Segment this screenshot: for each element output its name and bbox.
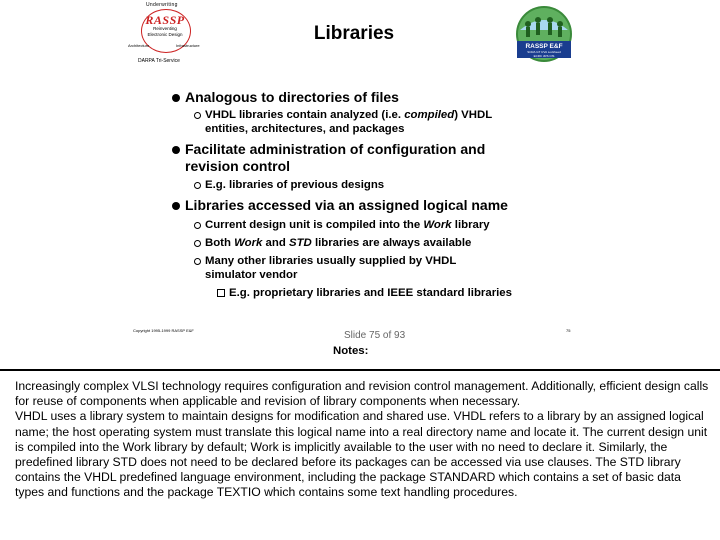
- bullet-ring: [194, 112, 201, 119]
- bullet-1-sub-1: [205, 108, 535, 136]
- bullet-square: [217, 289, 225, 297]
- bullet-ring: [194, 258, 201, 265]
- text-run: libraries are always available: [311, 237, 472, 249]
- logo-rassp-text: RASSP: [145, 13, 185, 27]
- logo-top-text: Underwriting: [146, 2, 178, 8]
- page-number: 75: [566, 328, 571, 333]
- copyright-text: Copyright 1995-1999 RASSP E&F: [133, 328, 194, 333]
- logo-subtitle: Reinventing Electronic Design: [147, 26, 183, 37]
- text-run-italic: Work: [423, 219, 452, 231]
- bullet-3-sub-2: [205, 236, 535, 250]
- notes-paragraph-1: Increasingly complex VLSI technology requires configuration and revision control management. Additionally, efficient design calls for reuse of components when applicable and revision of library components when necessary.: [15, 379, 709, 409]
- bullet-dot: [172, 202, 180, 210]
- bullet-dot: [172, 94, 180, 102]
- bullet-3-text: Libraries accessed via an assigned logical name: [185, 197, 508, 213]
- bullet-2-sub-1: [205, 178, 535, 192]
- text-run-italic: compiled: [404, 109, 455, 121]
- logo-ef-line-1: SCRA GT UVA Lockheed: [527, 50, 561, 54]
- text-run: and: [262, 237, 289, 249]
- text-run-italic: Work: [234, 237, 263, 249]
- slide-title: Libraries: [313, 23, 395, 44]
- bullet-1-text: Analogous to directories of files: [185, 89, 399, 105]
- notes-paragraph-2: VHDL uses a library system to maintain designs for modification and shared use. VHDL refers to a library by an assigned logical name; the host operating system must translate this logical name into a real directory name and locate it. The current design unit is compiled into the Work library by default; Work is implicitly available to the user with no need to declare it. Similarly, the predefined library STD does not need to be declared before its packages can be accessed via use clauses. The STD library contains the VHDL predefined language environment, including the package STANDARD which contains a set of basic data types and functions and the package TEXTIO which contains some text handling procedures.: [15, 409, 708, 500]
- rassp-ef-logo: [512, 4, 576, 64]
- text-run: E.g. libraries of previous designs: [205, 179, 385, 191]
- bullet-ring: [194, 240, 201, 247]
- text-run: library: [451, 219, 490, 231]
- logo-side-right: Infrastructure: [176, 43, 200, 48]
- divider: [0, 369, 720, 371]
- bullet-3-sub-3: [205, 254, 495, 282]
- text-run: Many other libraries usually supplied by VHDL simulator vendor: [205, 255, 457, 281]
- text-run: Current design unit is compiled into the: [205, 219, 424, 231]
- text-run: Both: [205, 237, 235, 249]
- bullet-ring: [194, 222, 201, 229]
- text-run: ) VHDL entities, architectures, and packages: [205, 109, 492, 135]
- logo-ef-name: RASSP E&F: [525, 43, 563, 50]
- logo-side-left: Architecture: [128, 43, 150, 48]
- notes-body: [15, 379, 709, 501]
- text-run-italic: STD: [288, 237, 312, 249]
- slide-number: Slide 75 of 93: [344, 330, 406, 341]
- text-run: VHDL libraries contain analyzed (i.e.: [205, 109, 405, 121]
- bullet-2-text: Facilitate administration of configuration and revision control: [185, 141, 486, 174]
- logo-ef-line-2: ECRC JRS CIS: [533, 54, 555, 58]
- notes-label: Notes:: [333, 345, 369, 357]
- sponsor-line: DARPA Tri-Service: [138, 58, 180, 64]
- rassp-ef-emblem-icon: [512, 4, 576, 64]
- bullet-3-subsub-1: E.g. proprietary libraries and IEEE standard libraries: [229, 287, 512, 299]
- bullet-dot: [172, 146, 180, 154]
- bullet-ring: [194, 182, 201, 189]
- bullet-3-sub-1: [205, 218, 535, 232]
